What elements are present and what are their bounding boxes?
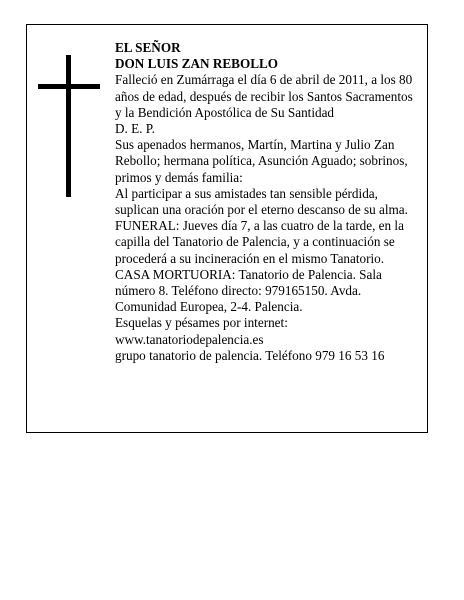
death-announcement: Falleció en Zumárraga el día 6 de abril de 2011, a los 80 años de edad, después de recibir los Santos Sacramentos y la Bendición Apostólica de Su Santidad bbox=[115, 72, 413, 120]
cross-vertical-bar bbox=[66, 55, 71, 197]
rip-line: D. E. P. bbox=[115, 121, 155, 137]
cross-horizontal-bar bbox=[38, 84, 100, 89]
funeral-details: FUNERAL: Jueves día 7, a las cuatro de la tarde, en la capilla del Tanatorio de Palencia, y a continuación se procederá a su incineración en el mismo Tanatorio. bbox=[115, 218, 404, 266]
obituary-text bbox=[115, 40, 421, 364]
family-mourners: Sus apenados hermanos, Martín, Martina y Julio Zan Rebollo; hermana política, Asunción Aguado; sobrinos, primos y demás familia: bbox=[115, 137, 408, 185]
internet-condolences-label: Esquelas y pésames por internet: bbox=[115, 315, 288, 331]
obituary-title: EL SEÑOR bbox=[115, 40, 181, 55]
mortuary-details: CASA MORTUORIA: Tanatorio de Palencia. Sala número 8. Teléfono directo: 979165150. Avda. Comunidad Europea, 2-4. Palencia. bbox=[115, 266, 382, 315]
funeral-home-contact: grupo tanatorio de palencia. Teléfono 979 16 53 16 bbox=[115, 347, 385, 363]
latin-cross-icon bbox=[38, 55, 100, 197]
website-url: www.tanatoriodepalencia.es bbox=[115, 331, 264, 347]
deceased-name: DON LUIS ZAN REBOLLO bbox=[115, 56, 279, 72]
prayer-request: Al participar a sus amistades tan sensible pérdida, suplican una oración por el eterno descanso de su alma. bbox=[115, 185, 408, 218]
